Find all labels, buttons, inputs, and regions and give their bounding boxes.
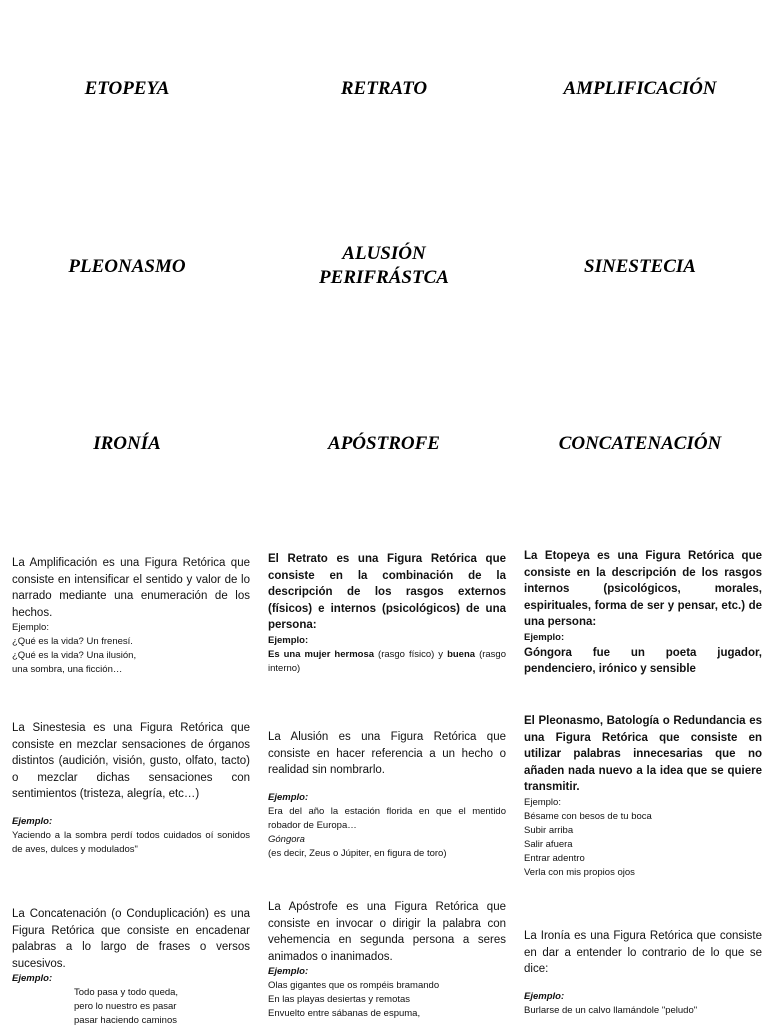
example-part: el mentido robador de Europa [268, 805, 506, 831]
title-alusion-line-1: ALUSIÓN [342, 243, 426, 264]
text: (tristeza, alegría, etc…) [76, 788, 200, 800]
example-line [12, 1014, 250, 1028]
highlight: mezclar sensaciones [76, 738, 186, 751]
text: La [524, 930, 541, 942]
card-pleonasmo [524, 713, 762, 880]
card-amplificacion [12, 555, 250, 677]
example-label: Ejemplo: [268, 791, 309, 803]
definition-amplificacion [12, 555, 250, 621]
term: Sinestesia [32, 722, 86, 734]
text: . [381, 764, 385, 776]
title-etopeya: ETOPEYA [84, 78, 170, 99]
example-line [12, 1000, 250, 1014]
term: Conduplicación [126, 908, 206, 920]
example-part: y modulados" [78, 843, 138, 855]
example-part: Yaciendo a la sombra perdí todos cuidados oí [12, 829, 218, 841]
card-etopeya [524, 548, 762, 678]
spacer [268, 779, 506, 791]
example-part: pasar [152, 1001, 177, 1012]
example-line: Todo pasa y todo queda, [74, 987, 179, 998]
example-line: Subir arriba [524, 824, 574, 836]
text: es una [570, 930, 614, 942]
title-amplificacion: AMPLIFICACIÓN [563, 78, 717, 99]
spacer [524, 978, 762, 990]
text: que consiste en [12, 557, 250, 586]
example-part: Era del año la estación florida en que [268, 805, 459, 817]
highlight: mezclar dichas sensaciones con sentimientos [12, 771, 250, 800]
title-sinestecia: SINESTECIA [584, 256, 696, 277]
text: . [62, 957, 66, 970]
example-line: Olas gigantes que os rompéis bramando [268, 980, 440, 991]
example-part: pasar [74, 1015, 98, 1026]
text: que consiste en [94, 924, 196, 937]
example-line: Bésame con besos de tu boca [524, 810, 652, 822]
example-label: Ejemplo: [268, 966, 309, 977]
highlight: encadenar palabras a lo largo de frases o versos sucesivos [12, 924, 250, 970]
text: en segunda persona a seres animados o inanimados. [268, 934, 506, 963]
text: ) es una [205, 908, 250, 920]
example-part: (rasgo físico) y [374, 648, 448, 660]
example-label: Ejemplo: [12, 973, 53, 984]
example-text: Burlarse de un calvo llamándole "peludo" [524, 1004, 698, 1016]
highlight: dar a entender lo contrario de lo que se dice [524, 946, 762, 975]
text: (o [106, 908, 127, 920]
definition-sinestesia [12, 720, 250, 803]
definition-alusion [268, 729, 506, 779]
definition-etopeya: La Etopeya es una Figura Retórica que consiste en la descripción de los rasgos internos (psicológicos, morales, espirituales, forma de ser y pensar, etc.) de una persona: [524, 550, 762, 628]
example-label: Ejemplo: [268, 634, 309, 646]
example-part: de aves, [12, 843, 51, 855]
example-part: dulces [50, 843, 79, 855]
term: Amplificación [29, 557, 98, 569]
highlight: intensificar el sentido y valor de lo narrado mediante una enumeración de los hechos. [12, 573, 251, 619]
example-part: haciendo [97, 1015, 142, 1026]
card-concatenacion [12, 906, 250, 1028]
text: que consiste en [524, 930, 763, 959]
card-ironia [524, 928, 762, 1018]
term: Figura Retórica [390, 731, 477, 743]
example-part: caminos [141, 1015, 177, 1026]
highlight: órganos distintos [12, 738, 250, 767]
text: que consiste en [12, 722, 250, 751]
term: Alusión [290, 731, 329, 743]
term: Figura Retórica [144, 557, 226, 569]
example-label: Ejemplo: [524, 796, 561, 808]
example-line: Verla con mis propios ojos [524, 866, 635, 878]
example-label: Ejemplo: [524, 631, 565, 643]
example-text [268, 648, 506, 676]
term: Figura Retórica [613, 930, 693, 942]
term: Figura Retórica [394, 901, 479, 913]
definition-concatenacion [12, 906, 250, 972]
text: que consiste en [268, 731, 506, 760]
spacer [12, 803, 250, 815]
text: La [268, 901, 289, 913]
example-line: Entrar adentro [524, 852, 585, 864]
example-text [268, 805, 506, 833]
text: es una [337, 901, 395, 913]
term: Figura Retórica [12, 924, 95, 937]
definition-ironia [524, 928, 762, 978]
example-note: (es decir, Zeus o Júpiter, en figura de toro) [268, 847, 447, 859]
example-line: ¿Qué es la vida? Una ilusión, [12, 650, 137, 661]
text: es una [97, 557, 145, 569]
title-retrato: RETRATO [340, 78, 428, 99]
title-pleonasmo: PLEONASMO [68, 256, 186, 277]
example-label: Ejemplo: [12, 815, 53, 827]
text: es una [328, 731, 391, 743]
example-text [12, 829, 250, 857]
example-part: (rasgo interno) [268, 648, 506, 674]
example-line: Salir afuera [524, 838, 573, 850]
title-ironia: IRONÍA [93, 433, 161, 454]
term: Ironía [540, 930, 571, 942]
highlight: hacer referencia a un hecho o realidad sin nombrarlo [268, 747, 507, 776]
text: La [12, 722, 33, 734]
text: de [185, 738, 209, 751]
card-sinestesia [12, 720, 250, 857]
card-apostrofe [268, 899, 506, 1021]
text: La [12, 557, 30, 569]
text: (audición, visión, gusto, olfato, tacto) o [12, 755, 250, 784]
example-part: buena [447, 648, 476, 660]
title-alusion-line-2: PERIFRÁSTCA [319, 267, 449, 288]
example-line: Envuelto entre sábanas de espuma, [268, 1008, 421, 1019]
text: La [268, 731, 291, 743]
highlight: consiste en invocar o dirigir la palabra con vehemencia [268, 917, 506, 946]
example-text: Góngora fue un poeta jugador, pendenciero, irónico y sensible [524, 646, 762, 675]
example-part: Es una mujer hermosa [268, 648, 375, 660]
example-label: Ejemplo: [12, 622, 49, 633]
title-apostrofe: APÓSTROFE [328, 433, 440, 454]
card-retrato [268, 551, 506, 676]
definition-pleonasmo: El Pleonasmo, Batología o Redundancia es una Figura Retórica que consiste en utilizar palabras innecesarias que no añaden nada nuevo a la idea que se quiere transmitir. [524, 715, 762, 793]
term: Concatenación [29, 908, 107, 920]
example-line: En las playas desiertas y remotas [268, 994, 411, 1005]
example-part: sonidos [217, 829, 250, 841]
title-alusion-perifrastica [264, 242, 504, 290]
example-part: pero lo nuestro es [74, 1001, 153, 1012]
example-author: Góngora [268, 833, 305, 845]
term: Figura Retórica [139, 722, 224, 734]
term: Apóstrofe [288, 901, 338, 913]
definition-apostrofe [268, 899, 506, 965]
text: es una [85, 722, 140, 734]
definition-retrato: El Retrato es una Figura Retórica que consiste en la combinación de la descripción de los rasgos externos (físicos) e internos (psicológicos) de una persona: [268, 553, 506, 631]
text: : [545, 963, 549, 975]
example-line: una sombra, una ficción… [12, 664, 123, 675]
example-label: Ejemplo: [524, 990, 565, 1002]
text: que [478, 901, 506, 913]
text: La [12, 908, 30, 920]
card-alusion [268, 729, 506, 861]
example-line: ¿Qué es la vida? Un frenesí. [12, 636, 133, 647]
example-part: … [347, 819, 357, 831]
title-concatenacion: CONCATENACIÓN [558, 433, 722, 454]
